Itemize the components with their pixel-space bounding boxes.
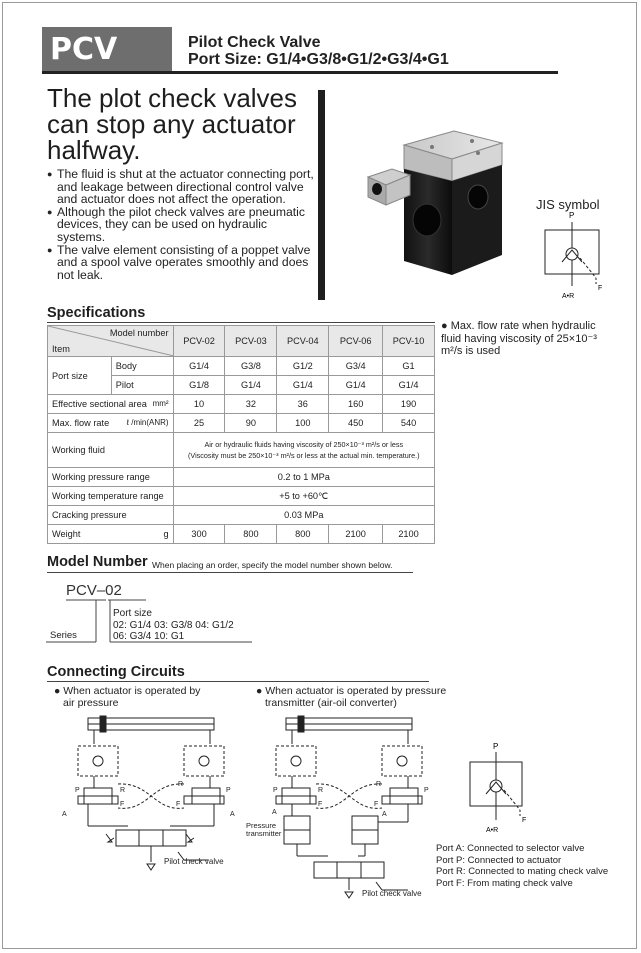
product-image <box>352 125 522 295</box>
table-cell: 0.03 MPa <box>173 506 434 525</box>
table-row <box>48 357 435 376</box>
fluid-line: Air or hydraulic fluids having viscosity of 250×10⁻³ m²/s or less <box>204 440 404 449</box>
svg-text:P: P <box>424 787 429 794</box>
header-rule <box>42 71 558 74</box>
table-cell: 36 <box>277 395 329 414</box>
row-label: Working pressure range <box>48 468 174 487</box>
model-header: PCV-06 <box>329 326 383 357</box>
jis-symbol <box>540 208 606 304</box>
table-cell: G1/4 <box>329 376 383 395</box>
model-code: PCV–02 <box>66 582 122 599</box>
header-title <box>188 34 449 68</box>
caption-line: air pressure <box>63 696 119 709</box>
model-header: PCV-02 <box>173 326 225 357</box>
port-size-options <box>113 608 234 643</box>
svg-text:F: F <box>176 801 181 808</box>
max-flow-note-text: Max. flow rate when hydraulic fluid having viscosity of 25×10⁻³ m²/s is used <box>441 320 597 357</box>
model-header: PCV-04 <box>277 326 329 357</box>
left-circuit-diagram <box>60 712 240 877</box>
esa-label: Effective sectional area <box>52 399 147 409</box>
section-heading-model-number: Model Number <box>47 554 148 570</box>
table-cell: 160 <box>329 395 383 414</box>
headline-line: The plot check valves <box>47 83 298 113</box>
headline-line: halfway. <box>47 135 141 165</box>
spec-table <box>47 325 435 544</box>
pressure-transmitter-label <box>246 822 281 838</box>
max-flow-note: ● Max. flow rate when hydraulic fluid having viscosity of 25×10⁻³ m²/s is used <box>441 320 597 357</box>
port-size-line: 06: G3/4 10: G1 <box>113 631 185 642</box>
table-cell: G1/4 <box>277 376 329 395</box>
table-cell: 32 <box>225 395 277 414</box>
table-row <box>48 414 435 433</box>
feature-item: ● Although the pilot check valves are pneumatic devices, they can be used on hydraulic systems. <box>47 206 317 244</box>
svg-text:R: R <box>120 787 126 794</box>
table-cell: 90 <box>225 414 277 433</box>
caption-line: When actuator is operated by pressure <box>265 685 447 697</box>
table-cell: 800 <box>225 525 277 544</box>
vertical-bar <box>318 90 325 300</box>
section-rule <box>47 681 429 682</box>
row-label <box>48 414 174 433</box>
table-cell: G1 <box>383 357 435 376</box>
row-label <box>48 395 174 414</box>
svg-text:A: A <box>230 811 235 818</box>
caption-line: When actuator is operated by <box>63 685 201 697</box>
port-note: Port R: Connected to mating check valve <box>436 866 609 877</box>
table-cell: G1/2 <box>277 357 329 376</box>
table-cell: 100 <box>277 414 329 433</box>
corner-item-label: Item <box>52 344 70 354</box>
flow-label: Max. flow rate <box>52 418 110 428</box>
table-cell: 540 <box>383 414 435 433</box>
jis-port-p: P <box>569 211 575 220</box>
row-label: Port size <box>48 357 112 395</box>
svg-text:A: A <box>62 811 67 818</box>
table-row <box>48 525 435 544</box>
table-cell: G3/4 <box>329 357 383 376</box>
port-size-line: 02: G1/4 03: G3/8 04: G1/2 <box>113 619 234 631</box>
fluid-cell <box>173 433 434 468</box>
table-cell: 2100 <box>383 525 435 544</box>
table-row <box>48 487 435 506</box>
table-row <box>48 395 435 414</box>
table-cell: G1/8 <box>173 376 225 395</box>
table-cell: 300 <box>173 525 225 544</box>
corner-header <box>48 326 174 357</box>
headline <box>47 85 317 163</box>
table-cell: G1/4 <box>225 376 277 395</box>
headline-line: can stop any actuator <box>47 109 296 139</box>
svg-text:R: R <box>376 781 382 788</box>
pilot-check-valve-label-left: Pilot check valve <box>164 857 224 866</box>
svg-text:P: P <box>273 787 278 794</box>
svg-text:A: A <box>382 811 387 818</box>
table-cell: 2100 <box>329 525 383 544</box>
table-cell: 190 <box>383 395 435 414</box>
table-cell: 800 <box>277 525 329 544</box>
row-label: Working temperature range <box>48 487 174 506</box>
section-rule <box>47 322 435 323</box>
jis-port-f: F <box>598 285 603 292</box>
model-header: PCV-10 <box>383 326 435 357</box>
table-row <box>48 433 435 468</box>
port-note: Port F: From mating check valve <box>436 877 573 889</box>
port-note: Port A: Connected to selector valve <box>436 843 585 854</box>
table-row <box>48 468 435 487</box>
pilot-check-valve-label-right: Pilot check valve <box>362 889 422 898</box>
svg-text:F: F <box>318 801 323 808</box>
section-heading-specifications: Specifications <box>47 305 146 321</box>
table-cell: 450 <box>329 414 383 433</box>
caption-line: transmitter (air-oil converter) <box>265 696 397 709</box>
symbol-port-p: P <box>493 742 499 751</box>
row-sublabel: Body <box>111 357 173 376</box>
product-code: PCV <box>42 27 172 73</box>
feature-item: ● The valve element consisting of a poppet valve and a spool valve operates smoothly and does not leak. <box>47 244 317 282</box>
esa-unit: mm² <box>152 399 169 408</box>
table-cell: 25 <box>173 414 225 433</box>
table-cell: 0.2 to 1 MPa <box>173 468 434 487</box>
svg-text:P: P <box>75 787 80 794</box>
right-circuit-diagram <box>258 712 438 902</box>
port-size-title: Port size <box>113 608 152 619</box>
svg-text:R: R <box>318 787 324 794</box>
label-line: transmitter <box>246 829 282 838</box>
svg-text:F: F <box>120 801 125 808</box>
svg-text:P: P <box>226 787 231 794</box>
table-cell: G3/8 <box>225 357 277 376</box>
jis-port-ar: A•R <box>562 293 575 300</box>
table-header-row <box>48 326 435 357</box>
title-line-1: Pilot Check Valve <box>188 34 321 51</box>
row-label: Cracking pressure <box>48 506 174 525</box>
section-rule <box>47 572 413 573</box>
svg-text:F: F <box>374 801 379 808</box>
table-cell: 10 <box>173 395 225 414</box>
port-notes <box>436 843 608 889</box>
jis-symbol-label: JIS symbol <box>536 197 600 212</box>
row-sublabel: Pilot <box>111 376 173 395</box>
model-number-note: When placing an order, specify the model number shown below. <box>152 560 393 570</box>
row-label: Working fluid <box>48 433 174 468</box>
fluid-line: (Viscosity must be 250×10⁻³ m²/s or less at the actual min. temperature.) <box>188 451 420 460</box>
model-header: PCV-03 <box>225 326 277 357</box>
check-valve-symbol <box>462 740 534 835</box>
corner-model-label: Model number <box>109 328 169 338</box>
feature-item: ● The fluid is shut at the actuator connecting port, and leakage between directional control valve and actuator does not affect the operation. <box>47 168 317 206</box>
symbol-port-ar: A•R <box>486 827 499 834</box>
table-cell: +5 to +60℃ <box>173 487 434 506</box>
feature-list <box>47 168 317 281</box>
port-note: Port P: Connected to actuator <box>436 854 562 866</box>
table-row <box>48 506 435 525</box>
flow-unit: ℓ /min(ANR) <box>126 418 169 427</box>
row-label <box>48 525 174 544</box>
right-circuit-caption: ● When actuator is operated by pressure transmitter (air-oil converter) <box>256 685 447 709</box>
weight-label: Weight <box>52 529 81 539</box>
symbol-port-f: F <box>522 817 527 824</box>
table-cell: G1/4 <box>173 357 225 376</box>
svg-text:A: A <box>272 809 277 816</box>
title-line-2: Port Size: G1/4•G3/8•G1/2•G3/4•G1 <box>188 51 449 68</box>
weight-unit: g <box>163 529 169 539</box>
table-cell: G1/4 <box>383 376 435 395</box>
svg-text:R: R <box>178 781 184 788</box>
section-heading-connecting-circuits: Connecting Circuits <box>47 664 185 680</box>
label-line: Pressure <box>246 821 277 830</box>
series-label: Series <box>50 630 77 641</box>
left-circuit-caption: ● When actuator is operated by air pressure <box>54 685 201 709</box>
